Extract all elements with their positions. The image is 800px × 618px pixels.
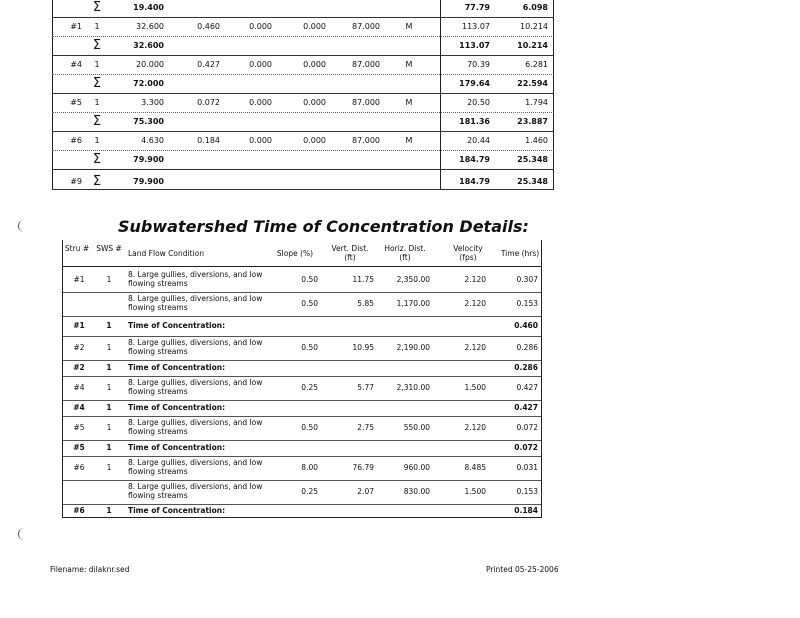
row-tc: 20.50 <box>467 98 490 107</box>
summary-table <box>52 0 554 190</box>
tc-row-vert-dist: 2.75 <box>357 423 374 432</box>
row-vert: 0.000 <box>249 98 272 107</box>
row-tc: 113.07 <box>459 41 490 50</box>
row-separator-dotted <box>52 74 554 75</box>
row-peak: 1.460 <box>525 136 548 145</box>
tc-row-sws: 1 <box>106 506 112 515</box>
tc-row-structure: #2 <box>73 343 85 352</box>
tc-row-condition: 8. Large gullies, diversions, and low flowing streams <box>128 294 263 312</box>
row-area: 79.900 <box>133 177 164 186</box>
tc-row-structure: #1 <box>73 321 85 330</box>
tc-row-separator <box>62 416 542 417</box>
tc-row-condition: 8. Large gullies, diversions, and low flowing streams <box>128 458 263 476</box>
row-structure: #5 <box>70 98 82 107</box>
row-peak: 25.348 <box>517 177 548 186</box>
tc-row-horiz-dist: 2,310.00 <box>396 383 430 392</box>
header-horiz-dist: Horiz. Dist. (ft) <box>384 244 426 262</box>
tc-row-total-label: Time of Concentration: <box>128 321 226 330</box>
tc-row-condition: 8. Large gullies, diversions, and low flowing streams <box>128 270 263 288</box>
row-type: M <box>405 22 413 31</box>
tc-row-total-label: Time of Concentration: <box>128 363 226 372</box>
tc-row-total-label: Time of Concentration: <box>128 403 226 412</box>
row-separator <box>52 131 554 132</box>
row-cn: 87.000 <box>352 98 380 107</box>
tc-row-horiz-dist: 2,190.00 <box>396 343 430 352</box>
tc-row-velocity: 1.500 <box>464 487 486 496</box>
tc-row-vert-dist: 5.85 <box>357 299 374 308</box>
tc-row-slope: 0.50 <box>301 275 318 284</box>
row-tc: 179.64 <box>459 79 490 88</box>
header-slope: Slope (%) <box>276 249 314 258</box>
footer-printed-date: Printed 05-25-2006 <box>486 565 559 574</box>
row-peak: 1.794 <box>525 98 548 107</box>
tc-row-time: 0.460 <box>514 321 538 330</box>
header-velocity: Velocity (fps) <box>453 244 483 262</box>
tc-row-structure: #5 <box>73 443 85 452</box>
row-horiz: 0.000 <box>303 60 326 69</box>
tc-row-separator <box>62 440 542 441</box>
row-area: 20.000 <box>136 60 164 69</box>
tc-row-sws: 1 <box>106 343 112 352</box>
tc-row-structure: #2 <box>73 363 85 372</box>
tc-row-sws: 1 <box>106 275 112 284</box>
tc-row-separator <box>62 400 542 401</box>
tc-row-sws: 1 <box>106 383 112 392</box>
table-border-right <box>553 0 554 190</box>
row-peak: 6.281 <box>525 60 548 69</box>
header-vert-dist: Vert. Dist. (ft) <box>331 244 369 262</box>
row-peak: 10.214 <box>520 22 548 31</box>
section-title: Subwatershed Time of Concentration Details: <box>118 217 529 236</box>
row-area: 32.600 <box>133 41 164 50</box>
row-slope: 0.072 <box>197 98 220 107</box>
tc-row-slope: 0.25 <box>301 487 318 496</box>
row-horiz: 0.000 <box>303 136 326 145</box>
row-sws: 1 <box>94 136 100 145</box>
row-area: 32.600 <box>136 22 164 31</box>
row-slope: 0.427 <box>197 60 220 69</box>
tc-row-structure: #5 <box>73 423 85 432</box>
footer-filename: Filename: dilaknr.sed <box>50 565 130 574</box>
row-structure: #1 <box>70 22 82 31</box>
tc-row-separator <box>62 504 542 505</box>
tc-row-time: 0.153 <box>516 299 538 308</box>
tc-row-time: 0.184 <box>514 506 538 515</box>
row-area: 4.630 <box>141 136 164 145</box>
tc-row-time: 0.072 <box>516 423 538 432</box>
row-area: 72.000 <box>133 79 164 88</box>
tc-row-sws: 1 <box>106 403 112 412</box>
row-tc: 20.44 <box>467 136 490 145</box>
tc-row-time: 0.307 <box>516 275 538 284</box>
row-horiz: 0.000 <box>303 22 326 31</box>
tc-row-separator <box>62 480 542 481</box>
row-structure: #4 <box>70 60 82 69</box>
tc-row-velocity: 8.485 <box>464 463 486 472</box>
row-tc: 181.36 <box>459 117 490 126</box>
row-vert: 0.000 <box>249 22 272 31</box>
tc-row-sws: 1 <box>106 443 112 452</box>
header-sws: SWS # <box>96 244 122 253</box>
tc-row-sws: 1 <box>106 321 112 330</box>
tc-row-total-label: Time of Concentration: <box>128 506 226 515</box>
row-sws: 1 <box>94 22 100 31</box>
tc-row-separator <box>62 316 542 317</box>
row-area: 3.300 <box>141 98 164 107</box>
tc-row-separator <box>62 376 542 377</box>
sum-icon: Σ <box>92 76 102 91</box>
row-tc: 113.07 <box>462 22 490 31</box>
row-vert: 0.000 <box>249 136 272 145</box>
sum-icon: Σ <box>92 38 102 53</box>
tc-row-time: 0.286 <box>514 363 538 372</box>
tc-row-velocity: 2.120 <box>464 343 486 352</box>
tc-row-sws: 1 <box>106 423 112 432</box>
tc-row-sws: 1 <box>106 463 112 472</box>
tc-row-time: 0.286 <box>516 343 538 352</box>
tc-row-horiz-dist: 550.00 <box>403 423 430 432</box>
row-peak: 10.214 <box>517 41 548 50</box>
row-sws: 1 <box>94 98 100 107</box>
header-condition: Land Flow Condition <box>128 249 204 258</box>
tc-row-horiz-dist: 1,170.00 <box>396 299 430 308</box>
tc-row-vert-dist: 11.75 <box>352 275 374 284</box>
tc-border-right <box>541 240 542 518</box>
tc-row-vert-dist: 10.95 <box>352 343 374 352</box>
margin-mark <box>18 220 29 232</box>
tc-row-time: 0.427 <box>516 383 538 392</box>
row-structure: #9 <box>70 177 82 186</box>
tc-row-time: 0.031 <box>516 463 538 472</box>
tc-row-slope: 0.50 <box>301 299 318 308</box>
tc-header-rule <box>62 266 542 267</box>
row-tc: 184.79 <box>459 177 490 186</box>
row-structure: #6 <box>70 136 82 145</box>
row-slope: 0.460 <box>197 22 220 31</box>
tc-row-horiz-dist: 960.00 <box>403 463 430 472</box>
tc-row-vert-dist: 2.07 <box>357 487 374 496</box>
tc-border-bottom <box>62 517 542 518</box>
table-border-left <box>52 0 53 190</box>
row-area: 19.400 <box>133 3 164 12</box>
row-horiz: 0.000 <box>303 98 326 107</box>
row-peak: 6.098 <box>522 3 548 12</box>
sum-icon: Σ <box>92 114 102 129</box>
row-area: 79.900 <box>133 155 164 164</box>
tc-border-left <box>62 240 63 518</box>
tc-row-separator <box>62 360 542 361</box>
row-peak: 23.887 <box>517 117 548 126</box>
row-cn: 87.000 <box>352 22 380 31</box>
row-separator-dotted <box>52 112 554 113</box>
row-tc: 184.79 <box>459 155 490 164</box>
tc-row-time: 0.072 <box>514 443 538 452</box>
tc-row-separator <box>62 292 542 293</box>
tc-row-separator <box>62 336 542 337</box>
row-cn: 87.000 <box>352 136 380 145</box>
row-separator <box>52 169 554 170</box>
sum-icon: Σ <box>92 152 102 167</box>
tc-row-vert-dist: 5.77 <box>357 383 374 392</box>
row-type: M <box>405 60 413 69</box>
row-separator-dotted <box>52 36 554 37</box>
row-type: M <box>405 136 413 145</box>
tc-row-horiz-dist: 830.00 <box>403 487 430 496</box>
sum-icon: Σ <box>92 0 102 15</box>
tc-row-velocity: 2.120 <box>464 423 486 432</box>
row-cn: 87.000 <box>352 60 380 69</box>
row-separator <box>52 93 554 94</box>
tc-row-velocity: 2.120 <box>464 275 486 284</box>
tc-row-separator <box>62 456 542 457</box>
header-stru: Stru # <box>64 244 90 253</box>
row-type: M <box>405 98 413 107</box>
tc-row-slope: 8.00 <box>301 463 318 472</box>
header-time: Time (hrs) <box>500 249 540 258</box>
row-slope: 0.184 <box>197 136 220 145</box>
tc-row-structure: #1 <box>73 275 85 284</box>
row-peak: 25.348 <box>517 155 548 164</box>
table-border-bottom <box>52 189 554 190</box>
table-divider <box>440 0 441 190</box>
tc-row-structure: #6 <box>73 463 85 472</box>
tc-row-horiz-dist: 2,350.00 <box>396 275 430 284</box>
tc-row-condition: 8. Large gullies, diversions, and low flowing streams <box>128 418 263 436</box>
row-separator-dotted <box>52 150 554 151</box>
row-tc: 70.39 <box>467 60 490 69</box>
tc-row-velocity: 1.500 <box>464 383 486 392</box>
row-tc: 77.79 <box>464 3 490 12</box>
tc-row-total-label: Time of Concentration: <box>128 443 226 452</box>
tc-row-time: 0.153 <box>516 487 538 496</box>
margin-mark <box>18 528 29 540</box>
tc-row-slope: 0.25 <box>301 383 318 392</box>
tc-row-structure: #6 <box>73 506 85 515</box>
tc-row-condition: 8. Large gullies, diversions, and low flowing streams <box>128 482 263 500</box>
row-vert: 0.000 <box>249 60 272 69</box>
tc-row-structure: #4 <box>73 383 85 392</box>
tc-row-time: 0.427 <box>514 403 538 412</box>
tc-row-condition: 8. Large gullies, diversions, and low flowing streams <box>128 338 263 356</box>
row-peak: 22.594 <box>517 79 548 88</box>
tc-row-vert-dist: 76.79 <box>352 463 374 472</box>
tc-row-condition: 8. Large gullies, diversions, and low flowing streams <box>128 378 263 396</box>
row-separator <box>52 55 554 56</box>
tc-row-sws: 1 <box>106 363 112 372</box>
tc-details-table <box>62 240 542 518</box>
sum-icon: Σ <box>92 174 102 189</box>
row-sws: 1 <box>94 60 100 69</box>
tc-row-structure: #4 <box>73 403 85 412</box>
tc-row-slope: 0.50 <box>301 343 318 352</box>
row-separator <box>52 17 554 18</box>
tc-row-slope: 0.50 <box>301 423 318 432</box>
tc-row-velocity: 2.120 <box>464 299 486 308</box>
row-area: 75.300 <box>133 117 164 126</box>
